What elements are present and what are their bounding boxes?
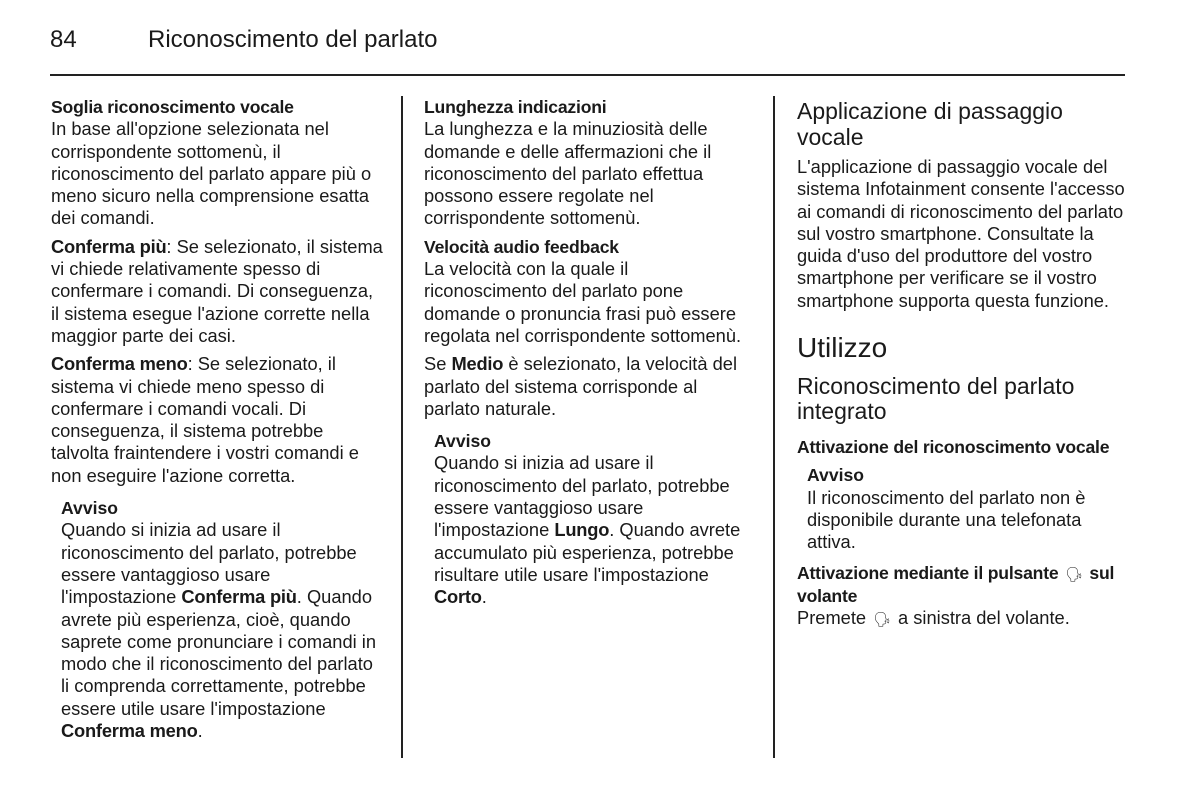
- term-confirm-less: Conferma meno: [51, 353, 188, 375]
- note-box-1: [61, 497, 383, 742]
- note-title: Avviso: [61, 498, 119, 519]
- heading-usage: Utilizzo: [797, 332, 888, 364]
- header-divider: [50, 74, 1125, 76]
- page-title: Riconoscimento del parlato: [148, 26, 438, 53]
- paragraph-confirm-more: [51, 236, 383, 347]
- section-button-activation: [797, 562, 1129, 631]
- text-confirm-more: : Se selezionato, il sistema vi chiede relativamente spesso di confermare i comandi. Di conseguenza, il sistema esegue l'azione corrette nella maggior parte dei casi.: [51, 235, 383, 346]
- voice-command-icon: 🗣︎: [873, 611, 891, 628]
- term-medium: Medio: [451, 353, 504, 375]
- note-term: Conferma meno: [61, 720, 198, 742]
- note-text: . Quando avrete più esperienza, cioè, quando saprete come pronunciare i comandi in modo che il riconoscimento del parlato li comprenda correttamente, potrebbe essere utile usare l'impostazione: [61, 586, 377, 719]
- paragraph-confirm-less: [51, 353, 383, 487]
- section-audio-speed: [424, 236, 756, 347]
- note-term: Lungo: [554, 519, 610, 541]
- note-title: Avviso: [807, 465, 865, 486]
- note-text: .: [481, 586, 487, 608]
- column-1: [51, 96, 383, 742]
- text-confirm-less: : Se selezionato, il sistema vi chiede meno spesso di confermare i comandi vocali. Di conseguenza, il sistema potrebbe talvolta fraintendere i vostri comandi e non eseguire l'azione corretta.: [51, 353, 359, 486]
- note-term: Corto: [434, 586, 482, 608]
- subheading-audio-speed: Velocità audio feedback: [424, 236, 619, 257]
- subheading-text: sul volante: [797, 562, 1115, 606]
- column-divider-1: [401, 96, 403, 758]
- subheading-button-activation: [797, 562, 1129, 608]
- note-text: Quando si inizia ad usare il riconoscimento del parlato, potrebbe essere vantaggioso usare l'impostazione: [434, 452, 730, 541]
- column-divider-2: [773, 96, 775, 758]
- press-text: a sinistra del volante.: [892, 607, 1070, 629]
- heading-integrated-recognition: Riconoscimento del parlato integrato: [797, 373, 1075, 425]
- paragraph-voice-threshold: In base all'opzione selezionata nel corrispondente sottomenù, il riconoscimento del parlato appare più o meno sicuro nella comprensione esatta dei comandi.: [51, 118, 372, 229]
- note-box-2: [434, 430, 756, 608]
- term-confirm-more: Conferma più: [51, 235, 167, 257]
- note-box-3: [807, 464, 1129, 553]
- note-text: .: [197, 720, 203, 742]
- note-text: . Quando avrete accumulato più esperienza, potrebbe risultare utile usare l'impostazione: [434, 519, 741, 585]
- voice-command-icon: 🗣︎: [1065, 565, 1083, 582]
- note-text: Quando si inizia ad usare il riconoscimento del parlato, potrebbe essere vantaggioso usare l'impostazione: [61, 519, 357, 608]
- note-term: Conferma più: [181, 586, 297, 608]
- subheading-prompt-length: Lunghezza indicazioni: [424, 97, 607, 117]
- note-title: Avviso: [434, 431, 492, 452]
- column-2: [424, 96, 756, 609]
- text-medium: Se: [424, 353, 452, 375]
- paragraph-voice-passthrough: L'applicazione di passaggio vocale del sistema Infotainment consente l'accesso ai comandi di riconoscimento del parlato sul vostro smartphone. Consultate la guida d'uso del produttore del vostro smartphone per verificare se il vostro smartphone supporta questa funzione.: [797, 156, 1125, 311]
- paragraph-prompt-length: La lunghezza e la minuziosità delle domande e delle affermazioni che il riconoscimento del parlato effettua possono essere regolate nel corrispondente sottomenù.: [424, 118, 712, 229]
- page-header: [50, 26, 1125, 76]
- column-3: [797, 96, 1129, 636]
- page-number: 84: [50, 26, 77, 53]
- paragraph-press-button: [797, 607, 1129, 630]
- subheading-voice-threshold: Soglia riconoscimento vocale: [51, 97, 294, 117]
- section-voice-threshold: [51, 96, 383, 230]
- press-text: Premete: [797, 607, 872, 629]
- section-activation: [797, 436, 1129, 458]
- section-prompt-length: [424, 96, 756, 230]
- heading-voice-passthrough: Applicazione di passaggio vocale: [797, 98, 1063, 150]
- note-text: Il riconoscimento del parlato non è disponibile durante una telefonata attiva.: [807, 486, 1086, 553]
- subheading-text: Attivazione mediante il pulsante: [797, 562, 1064, 583]
- paragraph-medium-speed: [424, 353, 756, 420]
- paragraph-audio-speed: La velocità con la quale il riconoscimento del parlato pone domande o pronuncia frasi può essere regolata nel corrispondente sottomenù.: [424, 258, 742, 346]
- text-medium: è selezionato, la velocità del parlato del sistema corrisponde al parlato naturale.: [424, 353, 738, 419]
- subheading-activation: Attivazione del riconoscimento vocale: [797, 437, 1110, 458]
